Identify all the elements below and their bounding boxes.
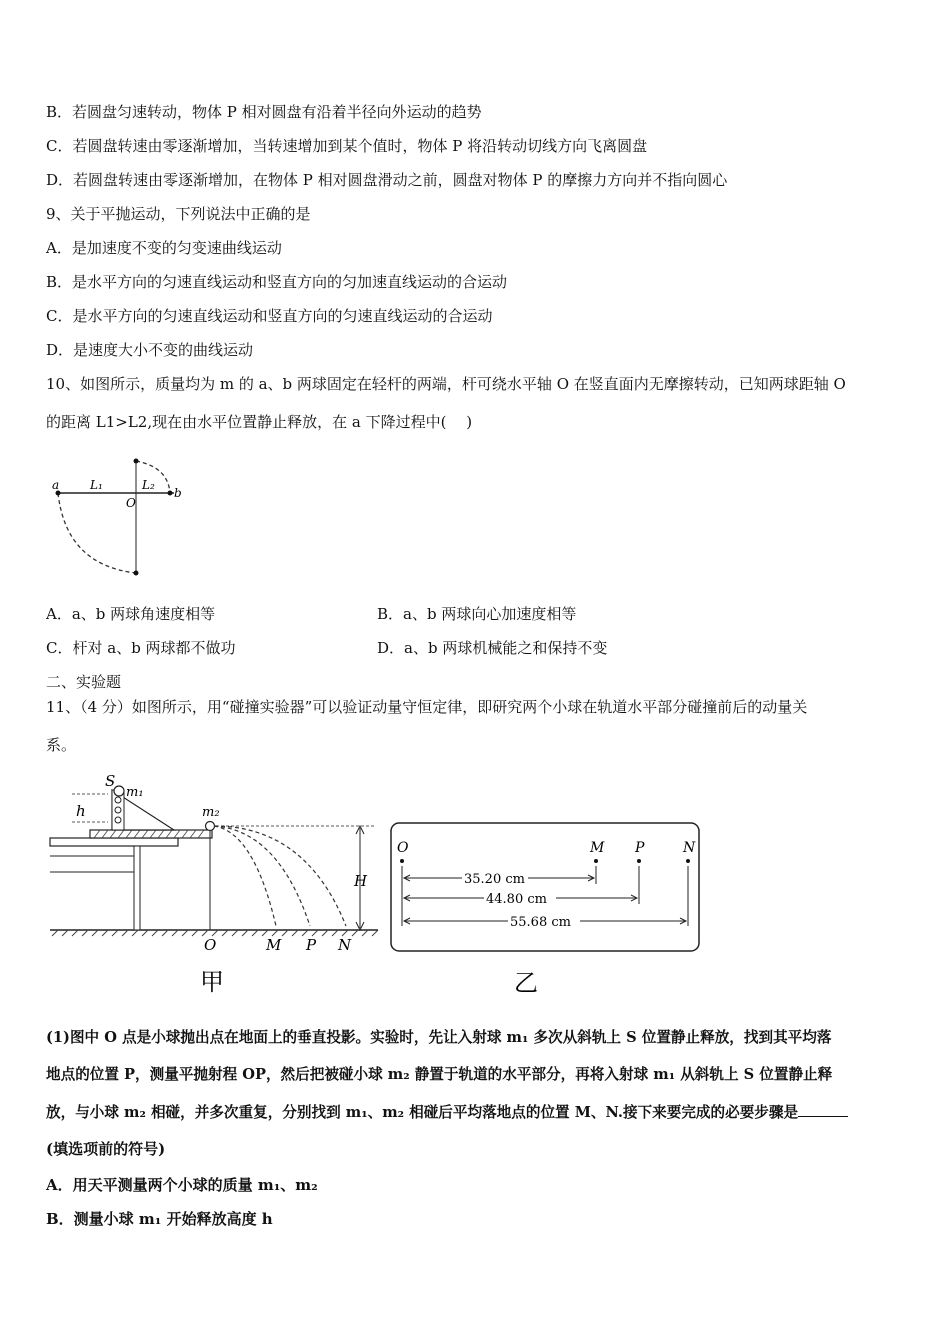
q10-option-c: C．杆对 a、b 两球都不做功 (46, 639, 236, 657)
point-p (637, 859, 641, 863)
q10-option-a: A．a、b 两球角速度相等 (46, 605, 216, 623)
label-o2: O (397, 840, 409, 856)
label-big-h: H (354, 872, 368, 890)
q11-stem-line1: 11、（4 分）如图所示，用“碰撞实验器”可以验证动量守恒定律，即研究两个小球在轨道水平部分碰撞前后的动量关 (46, 698, 808, 716)
label-p: P (306, 936, 317, 954)
q8-option-d: D．若圆盘转速由零逐渐增加，在物体 P 相对圆盘滑动之前，圆盘对物体 P 的摩擦力方向并不指向圆心 (46, 171, 728, 189)
table-top (50, 838, 178, 846)
q9-option-c: C．是水平方向的匀速直线运动和竖直方向的匀速直线运动的合运动 (46, 307, 493, 325)
caption-jia: 甲 (200, 968, 224, 996)
point-m (594, 859, 598, 863)
trajectory-m (214, 826, 276, 926)
label-l1: L₁ (90, 478, 103, 492)
label-a: a (52, 478, 60, 492)
q10-stem-line2: 的距离 L1>L2,现在由水平位置静止释放，在 a 下降过程中( ) (46, 413, 473, 431)
caption-yi: 乙 (514, 969, 538, 997)
trajectory-p (214, 826, 310, 926)
hole-3 (115, 817, 121, 823)
dist-op: 44.80 cm (486, 892, 547, 907)
dist-om: 35.20 cm (464, 872, 525, 887)
q10-rod-figure (46, 455, 196, 580)
q11-figure-jia (48, 768, 388, 1000)
label-b: b (174, 486, 182, 500)
dist-on: 55.68 cm (510, 915, 571, 930)
table-leg (134, 846, 140, 930)
q11-p1-line3 (46, 1102, 848, 1123)
q9-option-b: B．是水平方向的匀速直线运动和竖直方向的匀加速直线运动的合运动 (46, 273, 508, 291)
label-m2-point: M (590, 840, 605, 856)
q9-option-a: A．是加速度不变的匀变速曲线运动 (46, 239, 282, 257)
label-m1: m₁ (126, 785, 144, 800)
q10-option-d: D．a、b 两球机械能之和保持不变 (377, 639, 608, 657)
q9-stem: 9、关于平抛运动，下列说法中正确的是 (46, 205, 311, 223)
q11-option-b: B．测量小球 m₁ 开始释放高度 h (46, 1210, 273, 1228)
label-n: N (338, 936, 352, 954)
q11-p1-line3-text: 放，与小球 m₂ 相碰，并多次重复，分别找到 m₁、m₂ 相碰后平均落地点的位置 M、N.接下来要完成的必要步骤是 (46, 1104, 799, 1121)
answer-blank[interactable] (798, 1102, 848, 1117)
point-n (686, 859, 690, 863)
q11-p1-line1: (1)图中 O 点是小球抛出点在地面上的垂直投影。实验时，先让入射球 m₁ 多次从斜轨上 S 位置静止释放，找到其平均落 (46, 1029, 832, 1046)
hole-2 (115, 807, 121, 813)
q11-p1-line4: (填选项前的符号) (46, 1140, 166, 1158)
path-a-dashed (58, 493, 136, 573)
label-m2: m₂ (202, 805, 220, 820)
q10-option-b: B．a、b 两球向心加速度相等 (377, 605, 577, 623)
label-s: S (105, 772, 116, 790)
label-p2: P (635, 840, 645, 856)
q8-option-c: C．若圆盘转速由零逐渐增加，当转速增加到某个值时，物体 P 将沿转动切线方向飞离圆盘 (46, 137, 648, 155)
label-h: h (76, 802, 86, 820)
q10-stem-line1: 10、如图所示，质量均为 m 的 a、b 两球固定在轻杆的两端，杆可绕水平轴 O 在竖直面内无摩擦转动，已知两球距轴 O (46, 375, 846, 393)
q8-option-b: B．若圆盘匀速转动，物体 P 相对圆盘有沿着半径向外运动的趋势 (46, 103, 482, 121)
label-m: M (266, 936, 282, 954)
q9-option-d: D．是速度大小不变的曲线运动 (46, 341, 254, 359)
paper-frame (391, 823, 699, 951)
q11-figure-yi (388, 818, 712, 1000)
point-o (400, 859, 404, 863)
q11-p1-line2: 地点的位置 P，测量平抛射程 OP，然后把被碰小球 m₂ 静置于轨道的水平部分，再将入射球 m₁ 从斜轨上 S 位置静止释 (46, 1066, 833, 1083)
ball-b-top (134, 459, 139, 464)
hole-1 (115, 797, 121, 803)
trajectory-n (214, 826, 346, 926)
label-l2: L₂ (142, 478, 155, 492)
label-o: O (204, 936, 217, 954)
ball-m2 (206, 822, 215, 831)
q11-stem-line2: 系。 (46, 736, 77, 754)
section-heading: 二、实验题 (46, 673, 122, 691)
label-o: O (126, 496, 136, 510)
q11-option-a: A．用天平测量两个小球的质量 m₁、m₂ (46, 1176, 318, 1194)
label-n2: N (683, 840, 696, 856)
ball-m1 (114, 786, 124, 796)
ball-a-bottom (134, 571, 139, 576)
ball-b (168, 491, 173, 496)
